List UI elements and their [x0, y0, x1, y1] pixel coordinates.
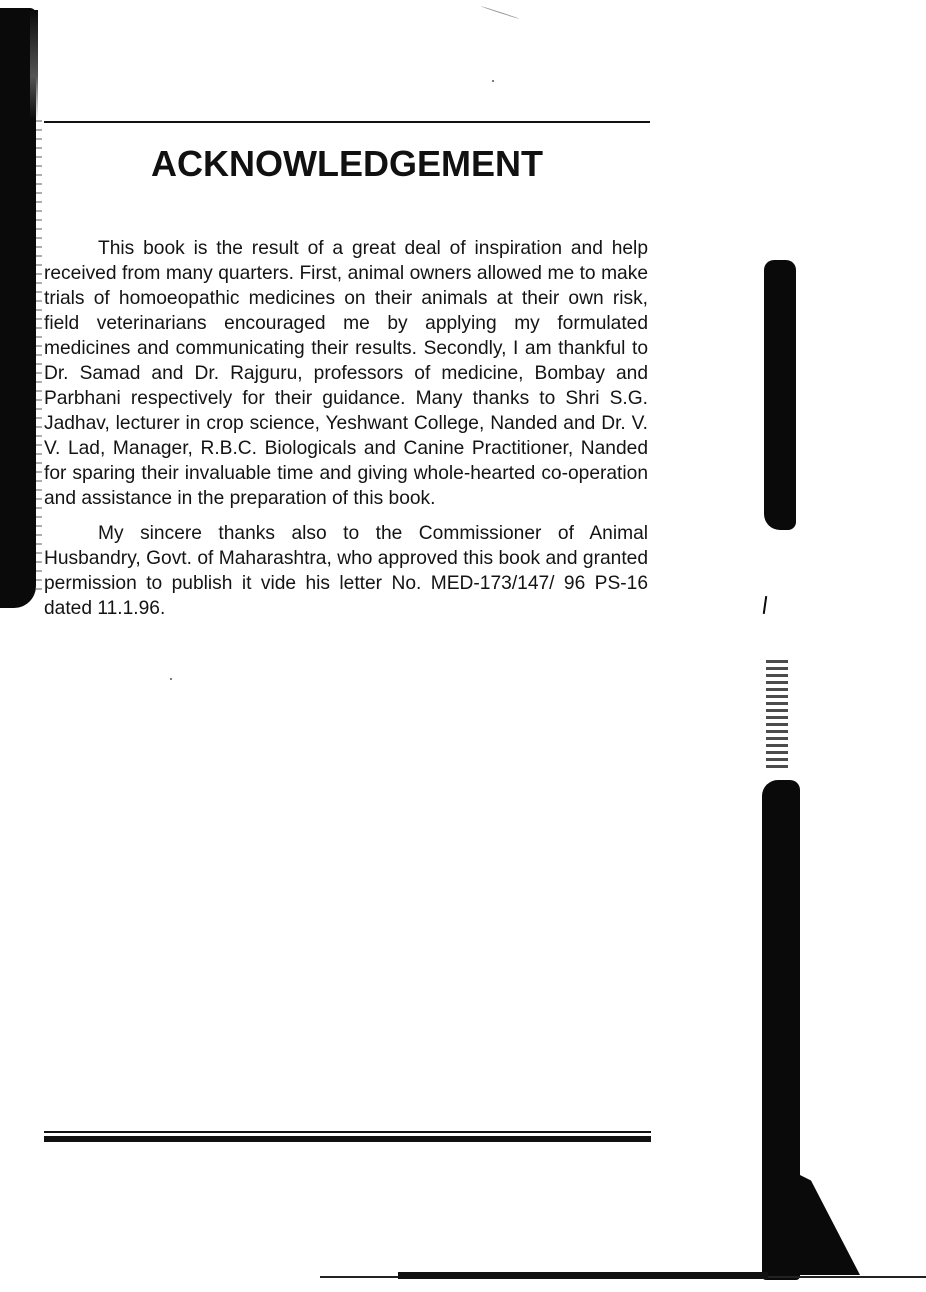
scan-speck: [170, 678, 172, 680]
bottom-rule-thick: [44, 1136, 651, 1142]
body-text: [44, 236, 648, 621]
scan-shadow-right-upper: [764, 260, 796, 530]
page-title: ACKNOWLEDGEMENT: [151, 143, 543, 184]
scan-shadow-left-tip: [30, 10, 38, 120]
scan-scratch: [481, 6, 519, 19]
paragraph-1: This book is the result of a great deal of inspiration and help received from many quarters. First, animal owners allowed me to make trials of homoeopathic medicines on their animals at their own risk, field veterinarians encouraged me by applying my formulated medicines and communicating their results. Secondly, I am thankful to Dr. Samad and Dr. Rajguru, professors of medicine, Bombay and Parbhani respectively for their guidance. Many thanks to Shri S.G. Jadhav, lecturer in crop science, Yeshwant College, Nanded and Dr. V. V. Lad, Manager, R.B.C. Biologicals and Canine Practitioner, Nanded for sparing their invaluable time and giving whole-hearted co-operation and assistance in the preparation of this book.: [44, 238, 648, 509]
scan-edge-bottom-band: [398, 1272, 768, 1279]
bottom-double-rule: [44, 1131, 651, 1142]
scan-mark-tick: [763, 596, 767, 614]
scan-speck: [492, 80, 494, 82]
scan-shadow-right-flare: [790, 1170, 860, 1275]
paragraph-2: My sincere thanks also to the Commissioner of Animal Husbandry, Govt. of Maharashtra, who approved this book and granted permission to publish it vide his letter No. MED-173/147/ 96 PS-16 dated 11.1.96.: [44, 523, 648, 619]
top-rule: [44, 121, 650, 123]
scan-shadow-right-noise: [766, 660, 788, 770]
scan-shadow-left-fringe: [36, 120, 42, 590]
bottom-rule-thin: [44, 1131, 651, 1133]
